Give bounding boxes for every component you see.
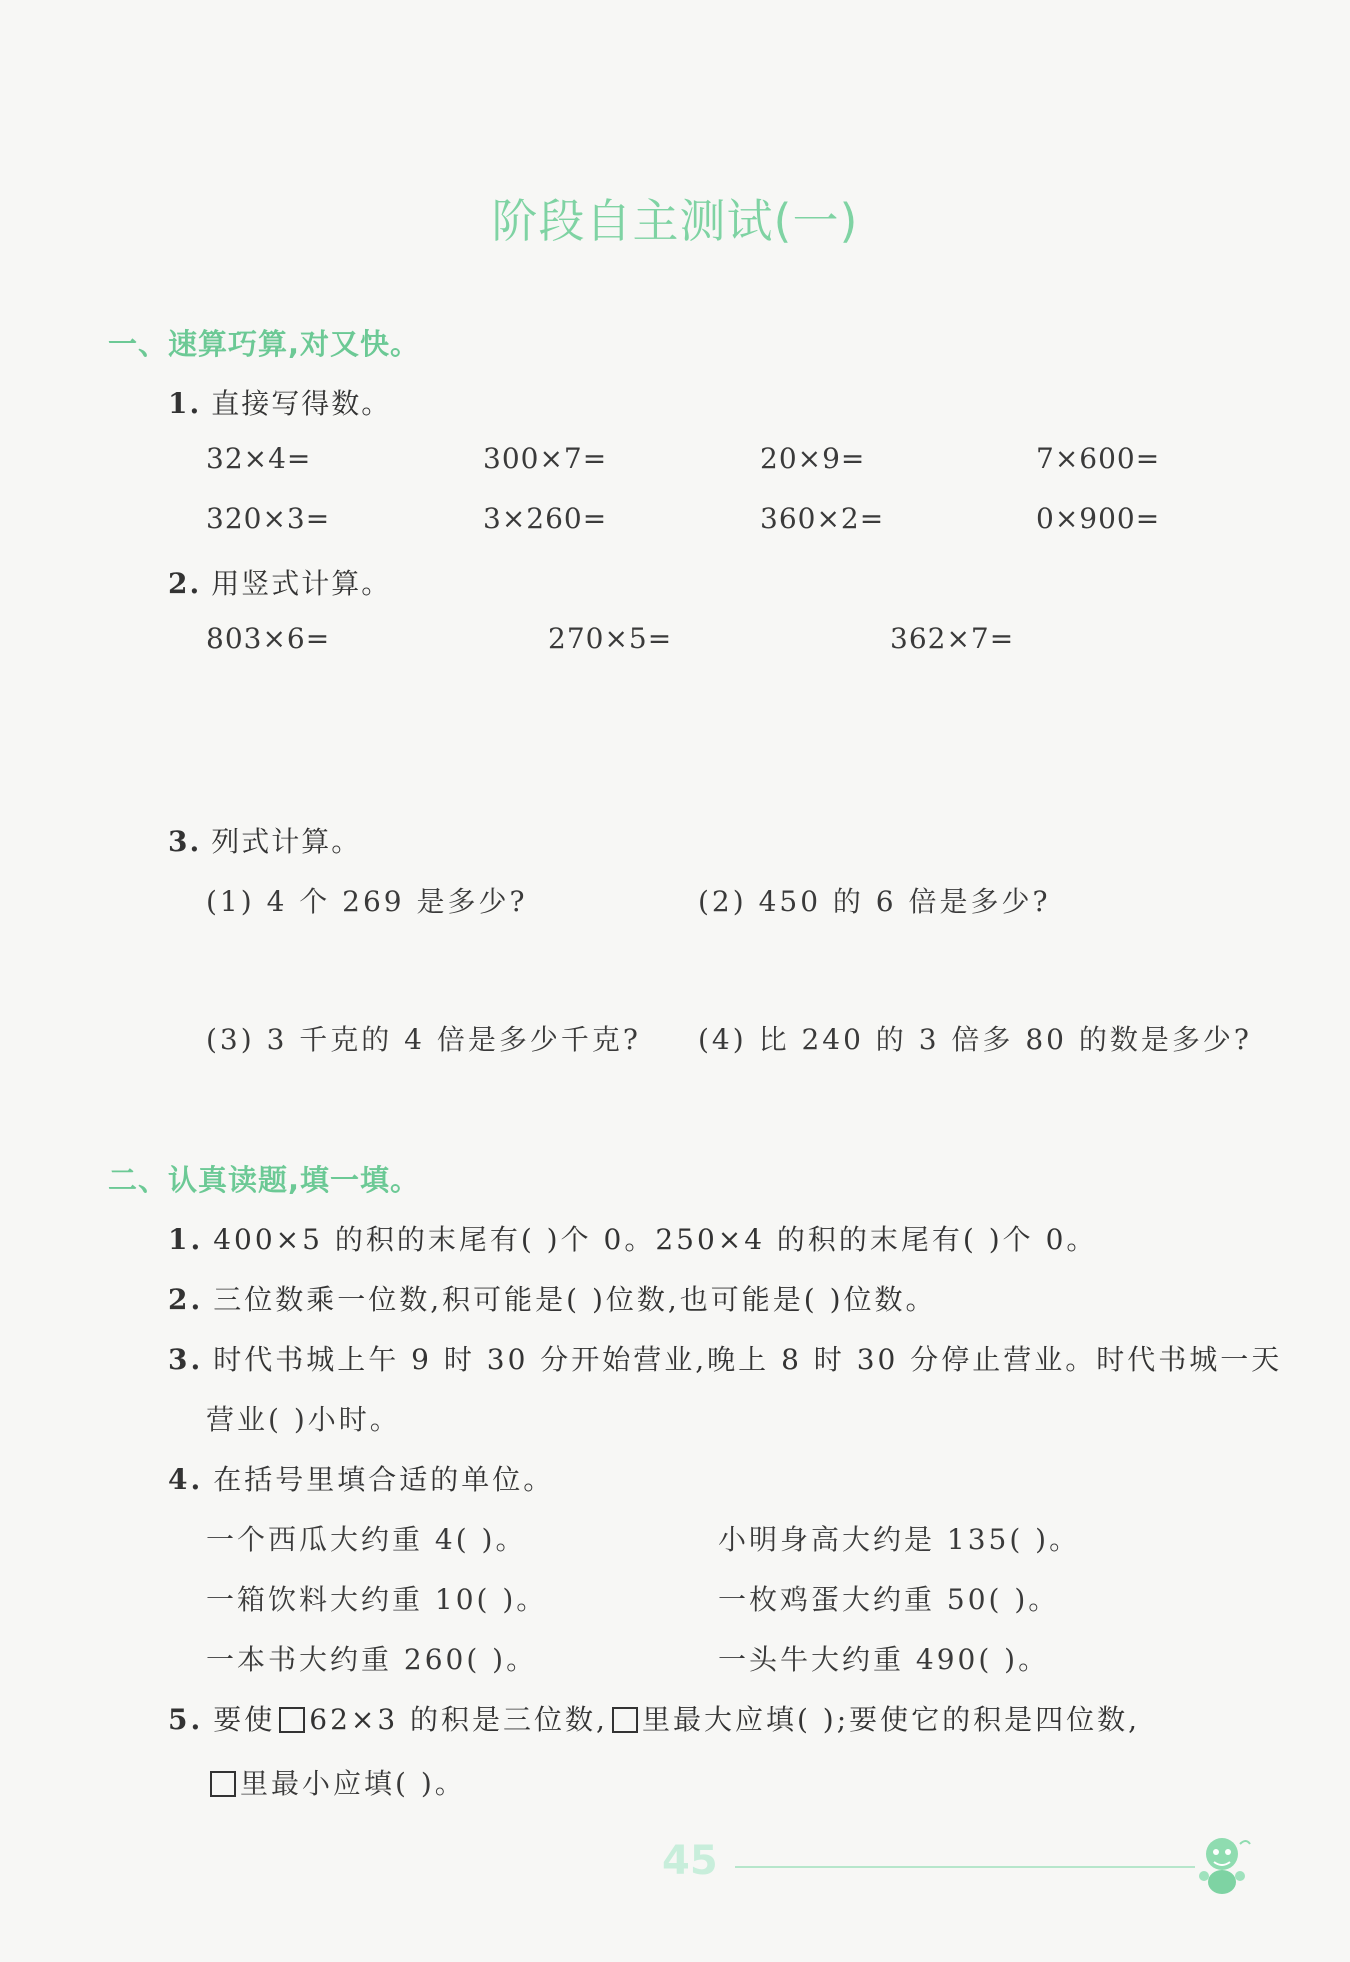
unit-item: 一本书大约重 260( )。 <box>206 1643 538 1676</box>
unit-item: 小明身高大约是 135( )。 <box>718 1523 1081 1556</box>
s1-q2 <box>168 562 391 602</box>
s2-q4-text: 在括号里填合适的单位。 <box>213 1463 555 1496</box>
page-number: 45 <box>662 1838 718 1884</box>
page-title: 阶段自主测试(一) <box>491 194 859 248</box>
s2-q1 <box>168 1218 1097 1258</box>
mascot-icon <box>1190 1830 1260 1900</box>
section1-heading: 一、速算巧算,对又快。 <box>108 327 421 361</box>
s2-q3-text: 时代书城上午 9 时 30 分开始营业,晚上 8 时 30 分停止营业。时代书城一天 <box>213 1343 1283 1376</box>
word-calc-item: (1) 4 个 269 是多少? <box>206 885 528 918</box>
unit-item: 一头牛大约重 490( )。 <box>718 1643 1050 1676</box>
s2-q3-text2: 营业( )小时。 <box>206 1403 401 1436</box>
s2-q5-line2 <box>206 1762 466 1802</box>
s2-q2 <box>168 1278 937 1318</box>
calc-item: 300×7= <box>483 442 608 475</box>
blank-box[interactable] <box>612 1707 638 1733</box>
s1-q3-text: 列式计算。 <box>211 825 362 858</box>
s2-q4 <box>168 1458 554 1498</box>
calc-item: 20×9= <box>760 442 866 475</box>
s2-q2-num: 2. <box>168 1283 204 1316</box>
blank-box[interactable] <box>279 1707 305 1733</box>
calc-item: 0×900= <box>1036 502 1161 535</box>
unit-item: 一个西瓜大约重 4( )。 <box>206 1523 527 1556</box>
calc-item: 360×2= <box>760 502 885 535</box>
s2-q5-text-c: 里最大应填( );要使它的积是四位数, <box>641 1703 1141 1736</box>
calc-item: 3×260= <box>483 502 608 535</box>
s2-q3 <box>168 1338 1282 1378</box>
vertical-calc-item: 803×6= <box>206 622 331 655</box>
vertical-calc-item: 362×7= <box>890 622 1015 655</box>
s1-q2-num: 2. <box>168 567 202 600</box>
calc-item: 320×3= <box>206 502 331 535</box>
word-calc-item: (3) 3 千克的 4 倍是多少千克? <box>206 1023 641 1056</box>
word-calc-item: (4) 比 240 的 3 倍多 80 的数是多少? <box>698 1023 1252 1056</box>
s2-q3-num: 3. <box>168 1343 204 1376</box>
blank-box[interactable] <box>210 1771 236 1797</box>
s2-q5 <box>168 1698 1140 1738</box>
word-calc-item: (2) 450 的 6 倍是多少? <box>698 885 1051 918</box>
section2-heading: 二、认真读题,填一填。 <box>108 1163 421 1197</box>
calc-item: 32×4= <box>206 442 312 475</box>
vertical-calc-item: 270×5= <box>548 622 673 655</box>
footer-divider <box>735 1866 1195 1868</box>
unit-item: 一枚鸡蛋大约重 50( )。 <box>718 1583 1060 1616</box>
calc-item: 7×600= <box>1036 442 1161 475</box>
unit-item: 一箱饮料大约重 10( )。 <box>206 1583 548 1616</box>
s1-q3 <box>168 820 361 860</box>
s2-q5-text-d: 里最小应填( )。 <box>240 1767 466 1800</box>
s2-q5-num: 5. <box>168 1703 204 1736</box>
s1-q1-num: 1. <box>168 387 202 420</box>
s2-q1-text: 400×5 的积的末尾有( )个 0。250×4 的积的末尾有( )个 0。 <box>213 1223 1098 1256</box>
s2-q5-text-a: 要使 <box>213 1703 276 1736</box>
s1-q2-text: 用竖式计算。 <box>211 567 392 600</box>
s2-q4-num: 4. <box>168 1463 204 1496</box>
s1-q1 <box>168 382 391 422</box>
s2-q5-text-b: 62×3 的积是三位数, <box>309 1703 608 1736</box>
s2-q1-num: 1. <box>168 1223 204 1256</box>
s2-q2-text: 三位数乘一位数,积可能是( )位数,也可能是( )位数。 <box>213 1283 937 1316</box>
s1-q1-text: 直接写得数。 <box>211 387 392 420</box>
s1-q3-num: 3. <box>168 825 202 858</box>
